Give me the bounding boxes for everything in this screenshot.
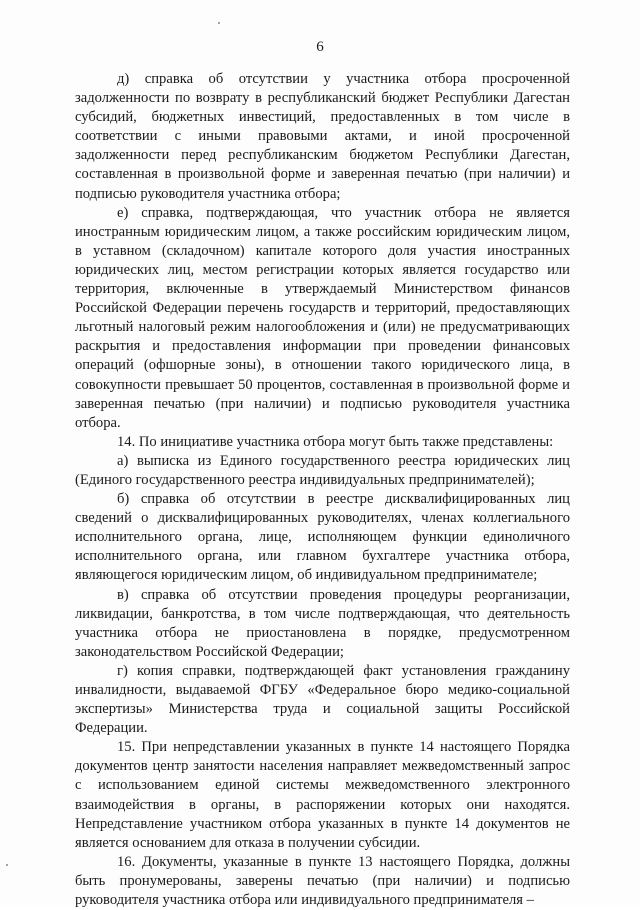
paragraph-14c-reorganization: в) справка об отсутствии проведения процедуры реорганизации, ликвидации, банкротства, в том числе подтверждающая, что деятельность участника отбора не приостановлена в порядке, предусмотренном законодательством Российской Федерации;	[75, 586, 570, 660]
scan-speck	[218, 22, 220, 24]
paragraph-14d-disability-certificate: г) копия справки, подтверждающей факт установления гражданину инвалидности, выдаваемой ФГБУ «Федеральное бюро медико-социальной экспертизы» Министерства труда и социальной защиты Российской Федерации.	[75, 662, 570, 737]
paragraph-14-optional-documents: 14. По инициативе участника отбора могут быть также представлены:	[117, 433, 554, 450]
paragraph-e-foreign-entity-certificate: е) справка, подтверждающая, что участник отбора не является иностранным юридическим лицом, а также российским юридическим лицом, в уставном (складочном) капитале которого доля участия иностранных юридических лиц, местом регистрации которых является государство или территория, включенные в утверждаемый Министерством финансов Российской Федерации перечень государств и территорий, предоставляющих льготный налоговый режим налогообложения и (или) не предусматривающих раскрытия и предоставления информации при проведении финансовых операций (офшорные зоны), в отношении такого юридического лица, в совокупности превышает 50 процентов, составленная в произвольной форме и заверенная печатью (при наличии) и подписью руководителя участника отбора.	[75, 204, 570, 431]
paragraph-14b-disqualified-persons: б) справка об отсутствии в реестре дисквалифицированных лиц сведений о дисквалифицированных руководителях, членах коллегиального исполнительного органа, лице, исполняющем функции единоличного исполнительного органа, или главном бухгалтере участника отбора, являющегося юридическим лицом, об индивидуальном предпринимателе;	[75, 491, 570, 584]
paragraph-15-interagency-request: 15. При непредставлении указанных в пункте 14 настоящего Порядка документов центр занятости населения направляет межведомственный запрос с использованием единой системы межведомственного электронного взаимодействия в органы, в распоряжении которых они находятся. Непредставление участником отбора указанных в пункте 14 документов не является основанием для отказа в получении субсидии.	[75, 739, 570, 851]
paragraph-d-debt-certificate: д) справка об отсутствии у участника отбора просроченной задолженности по возврату в республиканский бюджет Республики Дагестан субсидий, бюджетных инвестиций, предоставленных в том числе в соответствии с иными правовыми актами, и иной просроченной задолженности перед республиканским бюджетом Республики Дагестан, составленная в произвольной форме и заверенная печатью (при наличии) и подписью руководителя участника отбора;	[75, 71, 570, 202]
document-body	[75, 70, 570, 910]
scan-speck	[6, 864, 8, 866]
paragraph-16-document-certification: 16. Документы, указанные в пункте 13 настоящего Порядка, должны быть пронумерованы, заверены печатью (при наличии) и подписью руководителя участника отбора или индивидуального предпринимателя –	[75, 853, 570, 909]
page-number: 6	[316, 39, 324, 55]
paragraph-14a-registry-extract: а) выписка из Единого государственного реестра юридических лиц (Единого государственного реестра индивидуальных предпринимателей);	[75, 452, 570, 488]
